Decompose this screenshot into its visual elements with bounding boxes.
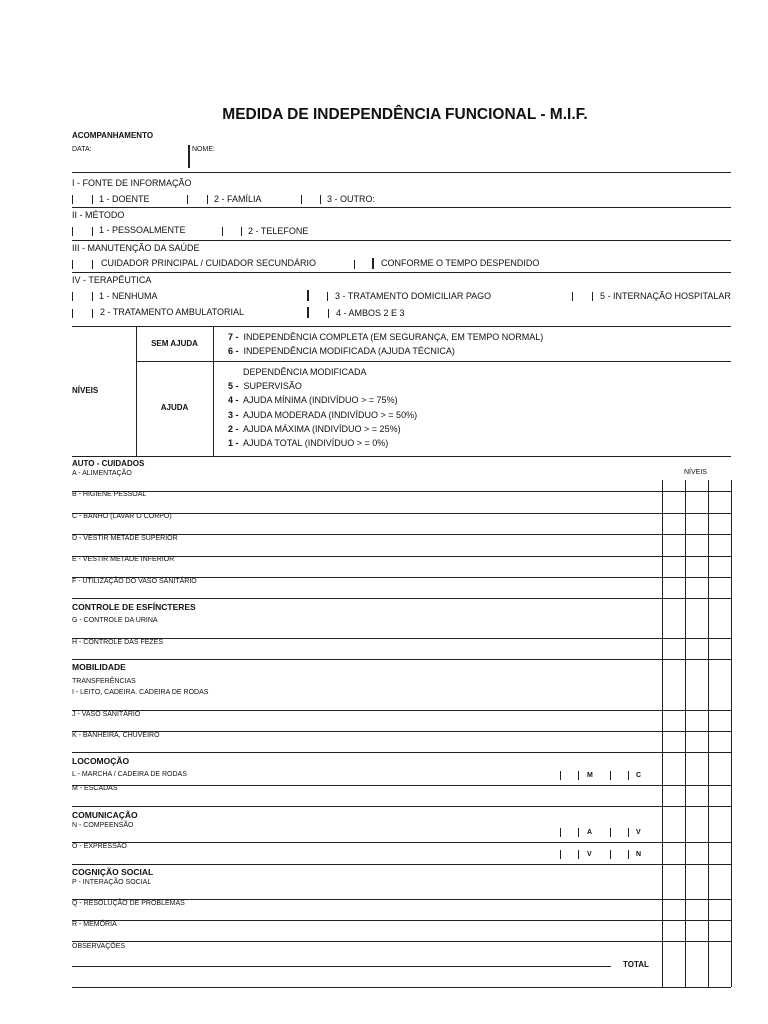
checkbox-visual[interactable] <box>628 828 629 837</box>
transferencias-label: TRANSFERÊNCIAS <box>72 678 136 685</box>
nivel-3 <box>228 410 417 420</box>
nivel-number: 6 - <box>228 346 239 356</box>
item-p: P - INTERAÇÃO SOCIAL <box>72 879 152 886</box>
divider <box>72 172 731 173</box>
checkbox-pessoalmente[interactable] <box>92 227 93 236</box>
item-e: E - VESTIR METADE INFERIOR <box>72 556 175 563</box>
option-v: V <box>636 829 641 836</box>
cognicao-heading: COGNIÇÃO SOCIAL <box>72 867 154 877</box>
divider <box>72 272 731 273</box>
option-a: A <box>587 829 593 836</box>
item-r: R - MEMÓRIA <box>72 921 117 928</box>
option-m: M <box>587 772 593 779</box>
checkbox-telefone[interactable] <box>241 227 242 236</box>
item-k: K - BANHEIRA, CHUVEIRO <box>72 732 160 739</box>
nivel-text: SUPERVISÃO <box>243 381 302 391</box>
option-n: N <box>636 851 642 858</box>
item-n: N - COMPEENSÃO <box>72 822 134 829</box>
nivel-6 <box>228 346 455 356</box>
manutencao-option-tempo: CONFORME O TEMPO DESPENDIDO <box>381 258 540 268</box>
data-divider <box>188 145 190 168</box>
nivel-text: AJUDA MODERADA (INDIVÍDUO > = 50%) <box>243 410 418 420</box>
nivel-text: INDEPENDÊNCIA MODIFICADA (AJUDA TÉCNICA) <box>243 346 455 356</box>
checkbox-ambulatorial[interactable] <box>92 309 93 318</box>
checkbox-nao-verbal[interactable] <box>628 850 629 859</box>
divider <box>72 240 731 241</box>
terapeutica-option-ambos: 4 - AMBOS 2 E 3 <box>336 308 405 318</box>
comunicacao-heading: COMUNICAÇÃO <box>72 810 138 820</box>
terapeutica-option-internacao: 5 - INTERNAÇÃO HOSPITALAR <box>600 291 731 301</box>
checkbox-doente[interactable] <box>92 195 93 204</box>
page-title: MEDIDA DE INDEPENDÊNCIA FUNCIONAL - M.I.F. <box>222 106 588 123</box>
checkbox-ambos[interactable] <box>328 309 329 318</box>
checkbox-domiciliar[interactable] <box>327 292 328 301</box>
checkbox-internacao[interactable] <box>592 292 593 301</box>
fonte-option-familia: 2 - FAMÍLIA <box>214 194 262 204</box>
nivel-2 <box>228 424 401 434</box>
nivel-number: 4 - <box>228 395 239 405</box>
item-q: Q - RESOLUÇÃO DE PROBLEMAS <box>72 900 185 907</box>
nivel-4 <box>228 395 398 405</box>
item-j: J - VASO SANITÁRIO <box>72 711 141 718</box>
fonte-title: I - FONTE DE INFORMAÇÃO <box>72 178 192 188</box>
item-c: C - BANHO (LAVAR O CORPO) <box>72 513 172 520</box>
observacoes-label: OBSERVAÇÕES <box>72 943 126 950</box>
terapeutica-option-ambulatorial: 2 - TRATAMENTO AMBULATORIAL <box>100 307 245 317</box>
option-v: V <box>587 851 592 858</box>
metodo-option-pessoalmente: 1 - PESSOALMENTE <box>99 225 186 235</box>
mobilidade-heading: MOBILIDADE <box>72 662 126 672</box>
item-o: O - EXPRESSÃO <box>72 843 127 850</box>
terapeutica-title: IV - TERAPÊUTICA <box>72 275 152 285</box>
checkbox-outro[interactable] <box>320 195 321 204</box>
auto-cuidados-heading: AUTO - CUIDADOS <box>72 459 145 468</box>
section-acompanhamento: ACOMPANHAMENTO <box>72 131 154 140</box>
fonte-option-doente: 1 - DOENTE <box>99 194 150 204</box>
item-a: A - ALIMENTAÇÃO <box>72 470 132 477</box>
metodo-option-telefone: 2 - TELEFONE <box>248 226 309 236</box>
niveis-column-header: NÍVEIS <box>684 469 707 476</box>
sem-ajuda-label: SEM AJUDA <box>151 339 198 348</box>
total-label: TOTAL <box>623 960 649 969</box>
terapeutica-option-domiciliar: 3 - TRATAMENTO DOMICILIAR PAGO <box>335 291 492 301</box>
checkbox-verbal[interactable] <box>578 850 579 859</box>
dependencia-title: DEPENDÊNCIA MODIFICADA <box>243 367 367 377</box>
nivel-7 <box>228 332 543 342</box>
nivel-text: AJUDA MÁXIMA (INDIVÍDUO > = 25%) <box>243 424 401 434</box>
nivel-text: INDEPENDÊNCIA COMPLETA (EM SEGURANÇA, EM TEMPO NORMAL) <box>243 332 544 342</box>
nivel-5 <box>228 381 302 391</box>
data-label: DATA: <box>72 146 92 153</box>
niveis-label: NÍVEIS <box>72 386 99 395</box>
option-c: C <box>636 772 642 779</box>
item-b: B - HIGIENE PESSOAL <box>72 491 147 498</box>
metodo-title: II - MÉTODO <box>72 210 125 220</box>
checkbox-cuidador[interactable] <box>92 260 93 269</box>
nivel-number: 5 - <box>228 381 239 391</box>
checkbox-familia[interactable] <box>207 195 208 204</box>
item-l: L - MARCHA / CADEIRA DE RODAS <box>72 771 187 778</box>
checkbox-auditiva[interactable] <box>578 828 579 837</box>
item-m: M - ESCADAS <box>72 785 118 792</box>
nivel-text: AJUDA TOTAL (INDIVÍDUO > = 0%) <box>243 438 389 448</box>
locomocao-heading: LOCOMOÇÃO <box>72 756 130 766</box>
nivel-1 <box>228 438 388 448</box>
observacoes-field[interactable] <box>72 966 611 967</box>
manutencao-title: III - MANUTENÇÃO DA SAÚDE <box>72 243 200 253</box>
item-g: G - CONTROLE DA URINA <box>72 617 158 624</box>
checkbox-tempo[interactable] <box>372 258 374 269</box>
nivel-number: 2 - <box>228 424 239 434</box>
ajuda-label: AJUDA <box>160 403 189 412</box>
manutencao-option-cuidador: CUIDADOR PRINCIPAL / CUIDADOR SECUNDÁRIO <box>101 258 317 268</box>
checkbox-marcha[interactable] <box>578 771 579 780</box>
controle-heading: CONTROLE DE ESFÍNCTERES <box>72 602 196 612</box>
item-h: H - CONTROLE DAS FEZES <box>72 639 164 646</box>
checkbox-cadeira[interactable] <box>628 771 629 780</box>
divider <box>72 207 731 208</box>
terapeutica-option-nenhuma: 1 - NENHUMA <box>99 291 158 301</box>
nivel-number: 3 - <box>228 410 239 420</box>
checkbox-nenhuma[interactable] <box>92 292 93 301</box>
nivel-number: 1 - <box>228 438 239 448</box>
fonte-option-outro: 3 - OUTRO: <box>327 194 376 204</box>
item-f: F - UTILIZAÇÃO DO VASO SANITÁRIO <box>72 578 197 585</box>
nivel-number: 7 - <box>228 332 239 342</box>
nivel-text: AJUDA MÍNIMA (INDIVÍDUO > = 75%) <box>243 395 398 405</box>
item-i: I - LEITO, CADEIRA. CADEIRA DE RODAS <box>72 689 209 696</box>
item-d: D - VESTIR METADE SUPERIOR <box>72 535 178 542</box>
nome-label: NOME: <box>192 146 215 153</box>
